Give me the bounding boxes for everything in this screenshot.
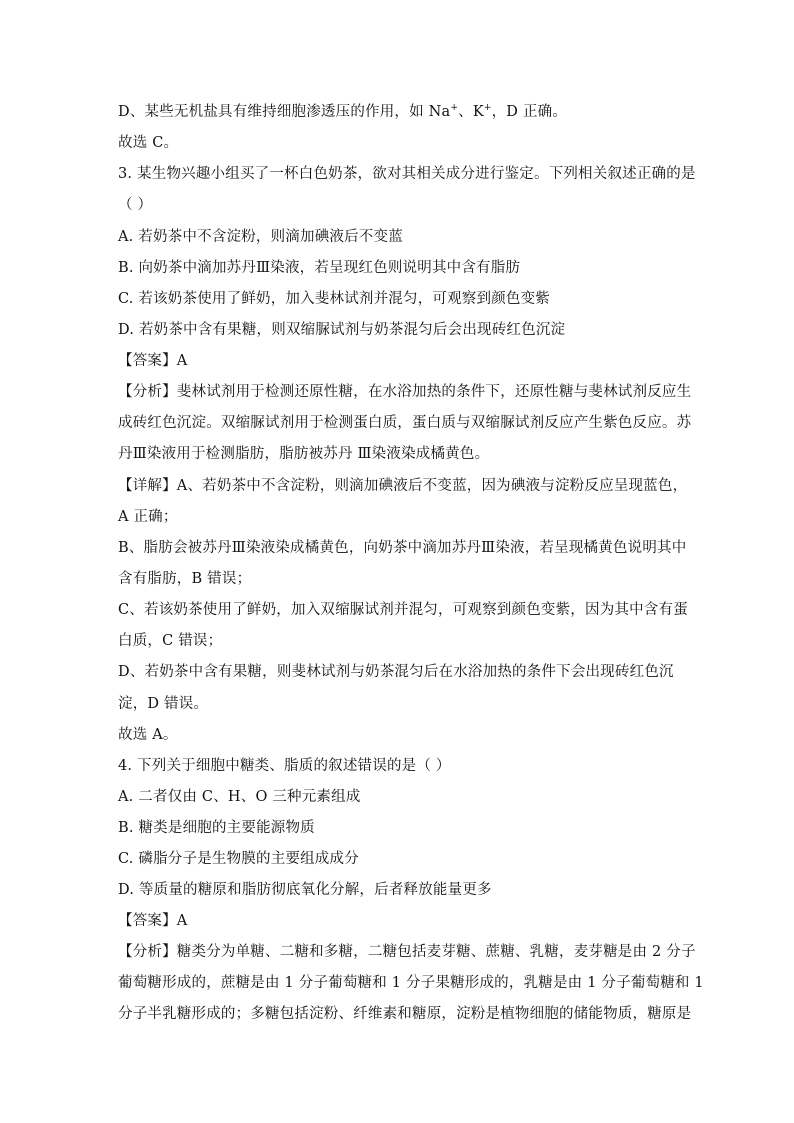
q4-option-b: B. 糖类是细胞的主要能源物质 (118, 820, 315, 836)
q2-d-superscript-2: + (483, 103, 492, 114)
q3-option-b: B. 向奶茶中滴加苏丹Ⅲ染液，若呈现红色则说明其中含有脂肪 (118, 260, 521, 276)
q3-conclusion: 故选 A。 (118, 727, 178, 743)
q3-option-d: D. 若奶茶中含有果糖，则双缩脲试剂与奶茶混匀后会出现砖红色沉淀 (118, 322, 566, 338)
q4-analysis-line-1: 【分析】糖类分为单糖、二糖和多糖，二糖包括麦芽糖、蔗糖、乳糖，麦芽糖是由 2 分子 (118, 944, 696, 960)
q3-detail-line-4: 含有脂肪，B 错误； (118, 571, 252, 587)
q4-analysis-line-2: 葡萄糖形成的，蔗糖是由 1 分子葡萄糖和 1 分子果糖形成的，乳糖是由 1 分子葡萄糖和 1 (118, 975, 704, 991)
q3-analysis-line-1: 【分析】斐林试剂用于检测还原性糖，在水浴加热的条件下，还原性糖与斐林试剂反应生 (118, 384, 692, 400)
q3-detail-line-2: A 正确； (118, 509, 178, 525)
q3-analysis-line-2: 成砖红色沉淀。双缩脲试剂用于检测蛋白质，蛋白质与双缩脲试剂反应产生紫色反应。苏 (118, 415, 692, 431)
q4-analysis-line-3: 分子半乳糖形成的；多糖包括淀粉、纤维素和糖原，淀粉是植物细胞的储能物质，糖原是 (118, 1006, 692, 1022)
q4-answer: 【答案】A (118, 913, 188, 929)
q2-d-text-3: ，D 正确。 (491, 104, 568, 120)
q3-analysis-line-3: 丹Ⅲ染液用于检测脂肪，脂肪被苏丹 Ⅲ染液染成橘黄色。 (118, 446, 490, 462)
q3-detail-line-3: B、脂肪会被苏丹Ⅲ染液染成橘黄色，向奶茶中滴加苏丹Ⅲ染液，若呈现橘黄色说明其中 (118, 540, 687, 556)
q2-conclusion: 故选 C。 (118, 135, 179, 151)
q2-d-text-1: D、某些无机盐具有维持细胞渗透压的作用，如 Na (118, 104, 451, 120)
q2-option-d-explanation (118, 102, 567, 122)
q4-option-a: A. 二者仅由 C、H、O 三种元素组成 (118, 789, 361, 805)
q3-stem-line-1: 3. 某生物兴趣小组买了一杯白色奶茶，欲对其相关成分进行鉴定。下列相关叙述正确的是 (118, 166, 696, 182)
q4-option-c: C. 磷脂分子是生物膜的主要组成成分 (118, 851, 359, 867)
q3-detail-line-5: C、若该奶茶使用了鲜奶，加入双缩脲试剂并混匀，可观察到颜色变紫，因为其中含有蛋 (118, 602, 688, 618)
q3-answer: 【答案】A (118, 353, 188, 369)
q3-detail-line-8: 淀，D 错误。 (118, 696, 209, 712)
q3-option-a: A. 若奶茶中不含淀粉，则滴加碘液后不变蓝 (118, 229, 403, 245)
q2-d-text-2: 、K (458, 104, 484, 120)
q4-stem: 4. 下列关于细胞中糖类、脂质的叙述错误的是（ ） (118, 758, 451, 774)
q2-d-superscript-1: + (450, 103, 459, 114)
q3-option-c: C. 若该奶茶使用了鲜奶，加入斐林试剂并混匀，可观察到颜色变紫 (118, 291, 550, 307)
q3-stem-line-2: （ ） (118, 197, 153, 213)
q4-option-d: D. 等质量的糖原和脂肪彻底氧化分解，后者释放能量更多 (118, 882, 492, 898)
q3-detail-line-1: 【详解】A、若奶茶中不含淀粉，则滴加碘液后不变蓝，因为碘液与淀粉反应呈现蓝色， (118, 478, 688, 494)
q3-detail-line-7: D、若奶茶中含有果糖，则斐林试剂与奶茶混匀后在水浴加热的条件下会出现砖红色沉 (118, 664, 674, 680)
q3-detail-line-6: 白质，C 错误； (118, 633, 223, 649)
